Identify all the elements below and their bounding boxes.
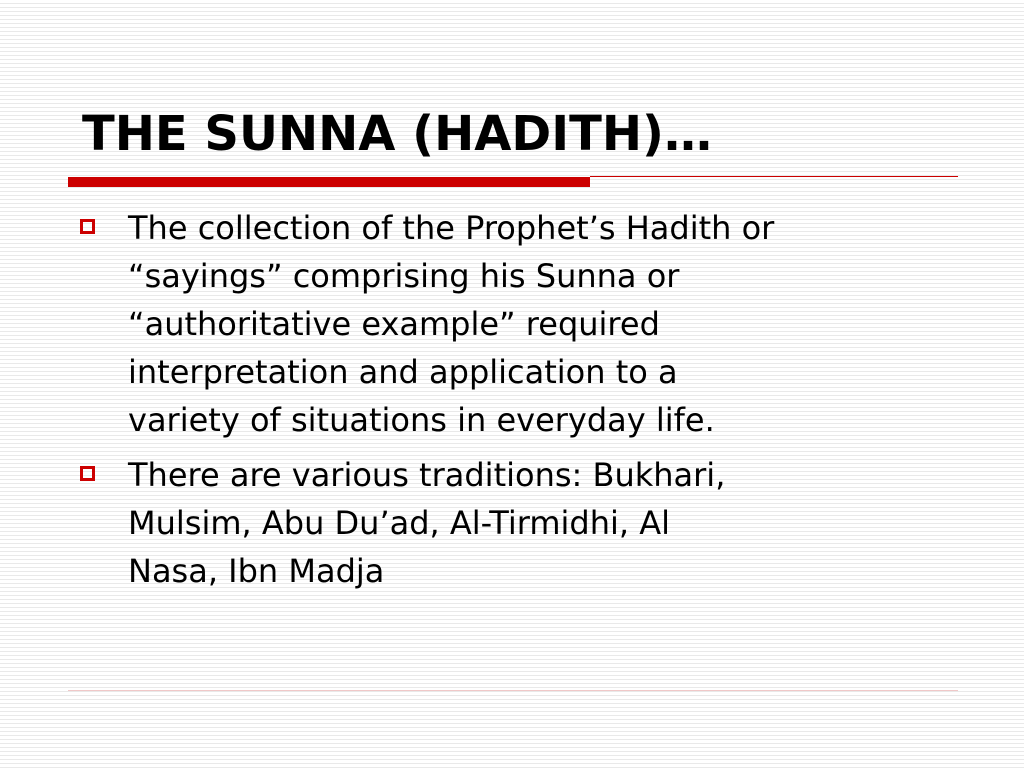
hollow-square-bullet-icon — [80, 219, 95, 234]
bullet-text-line: The collection of the Prophet’s Hadith or — [128, 209, 775, 247]
bullet-list — [80, 204, 980, 602]
bullet-text-line: There are various traditions: Bukhari, — [128, 456, 726, 494]
bullet-text-line: interpretation and application to a — [128, 353, 678, 391]
hollow-square-bullet-icon — [80, 466, 95, 481]
bullet-text-line: “sayings” comprising his Sunna or — [128, 257, 680, 295]
bullet-text-line: Nasa, Ibn Madja — [128, 552, 385, 590]
title-underline-thick — [68, 177, 590, 187]
title-underline-thin — [590, 176, 958, 177]
bullet-text-line: “authoritative example” required — [128, 305, 660, 343]
bullet-text-line: variety of situations in everyday life. — [128, 401, 715, 439]
bullet-text-line: Mulsim, Abu Du’ad, Al-Tirmidhi, Al — [128, 504, 670, 542]
bullet-item — [80, 451, 980, 595]
slide-title: THE SUNNA (HADITH)… — [82, 106, 712, 162]
footer-divider — [68, 690, 958, 691]
bullet-item — [80, 204, 980, 444]
